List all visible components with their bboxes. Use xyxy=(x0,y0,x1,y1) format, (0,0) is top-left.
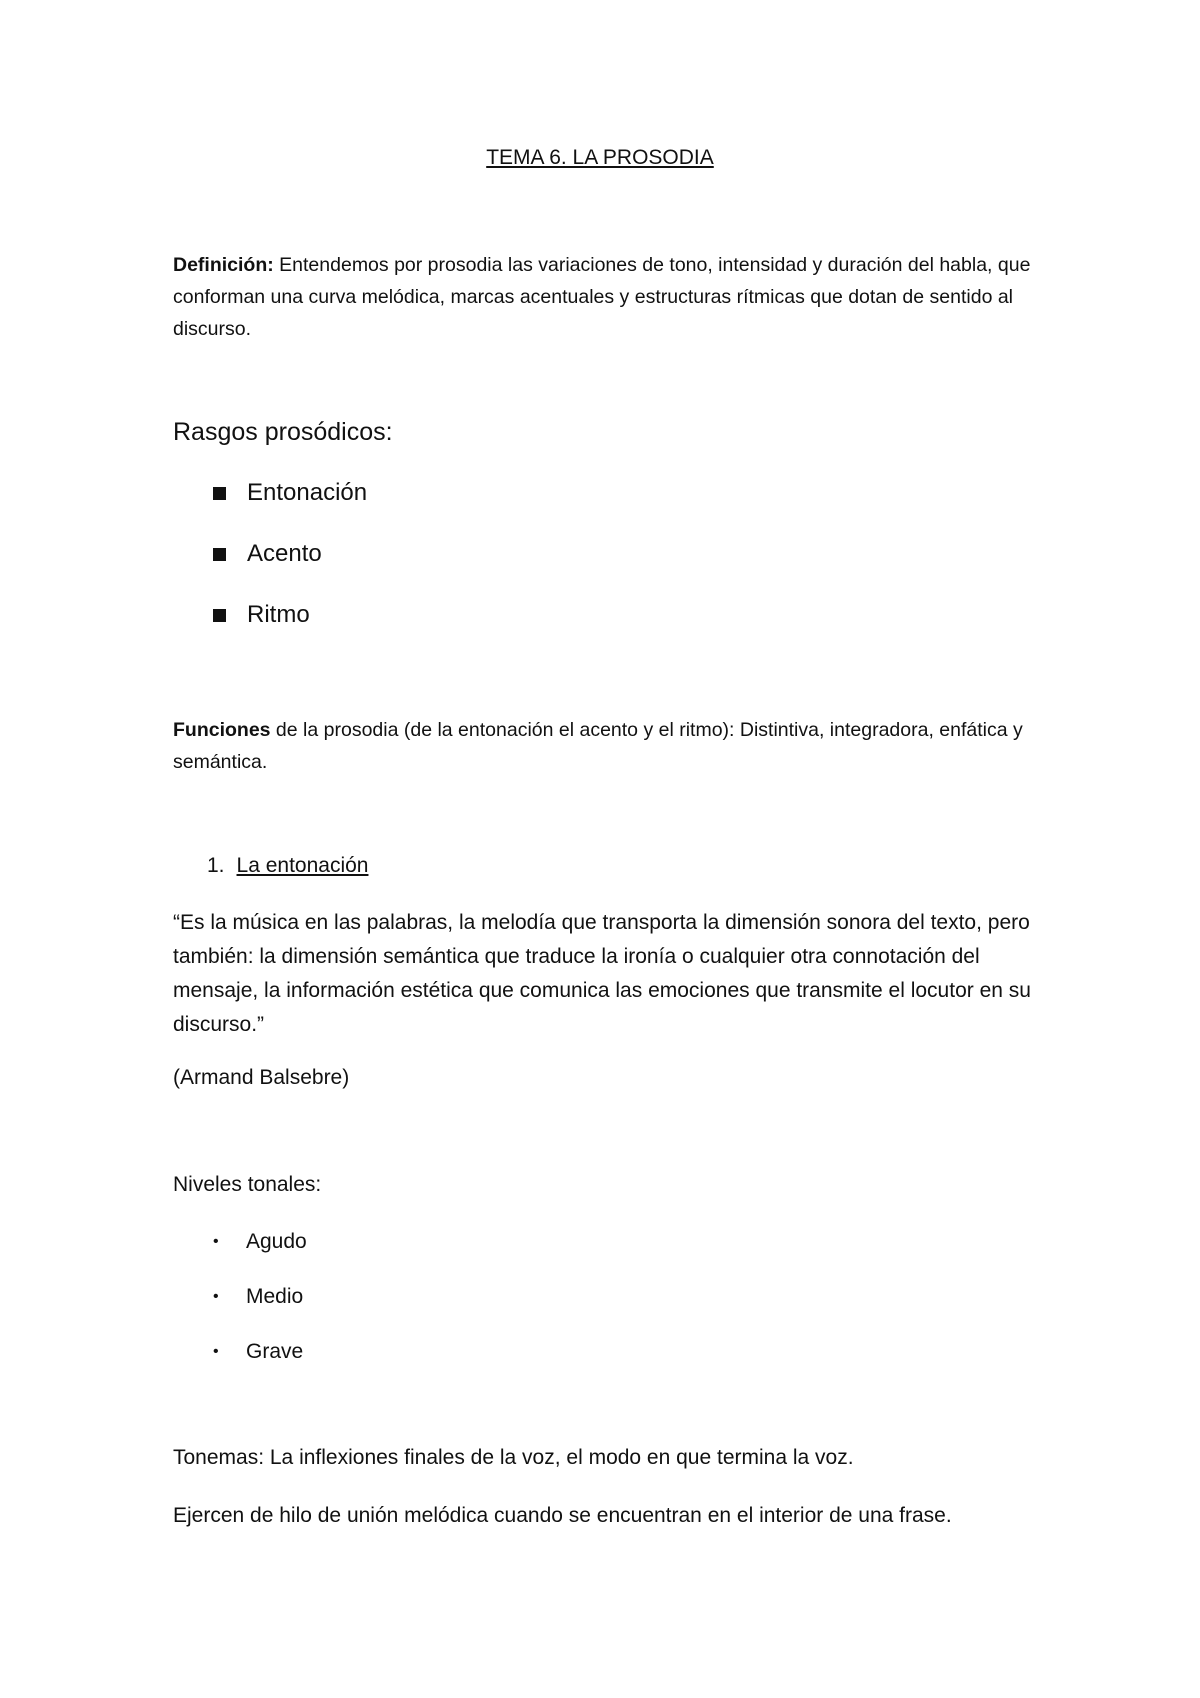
list-item xyxy=(173,1338,307,1393)
ejercen-paragraph: Ejercen de hilo de unión melódica cuando se encuentran en el interior de una frase. xyxy=(173,1504,952,1527)
tonemas-paragraph: Tonemas: La inflexiones finales de la voz, el modo en que termina la voz. xyxy=(173,1446,854,1469)
nivel-label: Agudo xyxy=(246,1230,307,1253)
square-bullet-icon xyxy=(213,487,226,500)
definition-label: Definición: xyxy=(173,254,274,276)
nivel-label: Medio xyxy=(246,1285,304,1308)
quote-author: (Armand Balsebre) xyxy=(173,1066,350,1089)
rasgos-heading: Rasgos prosódicos: xyxy=(173,418,393,446)
funciones-paragraph xyxy=(173,714,1043,778)
list-item xyxy=(173,1283,307,1338)
rasgo-label: Ritmo xyxy=(247,601,310,628)
list-item xyxy=(173,1228,307,1283)
square-bullet-icon xyxy=(213,548,226,561)
square-bullet-icon xyxy=(213,609,226,622)
list-item xyxy=(173,539,367,600)
funciones-text: de la prosodia (de la entonación el acento y el ritmo): Distintiva, integradora, enfática y semántica. xyxy=(173,719,1023,773)
list-item xyxy=(173,600,367,661)
rasgos-list xyxy=(173,478,367,661)
definition-paragraph xyxy=(173,249,1043,345)
section-label: La entonación xyxy=(236,854,369,877)
definition-text: Entendemos por prosodia las variaciones de tono, intensidad y duración del habla, que conforman una curva melódica, marcas acentuales y estructuras rítmicas que dotan de sentido al discurso. xyxy=(173,254,1031,340)
nivel-label: Grave xyxy=(246,1340,304,1363)
list-item xyxy=(173,478,367,539)
quote-paragraph: “Es la música en las palabras, la melodía que transporta la dimensión sonora del texto, pero también: la dimensión semántica que traduce la ironía o cualquier otra connotación del mensaje, la información estética que comunica las emociones que transmite el locutor en su discurso.” xyxy=(173,911,1031,1036)
rasgo-label: Entonación xyxy=(247,479,368,506)
rasgo-label: Acento xyxy=(247,540,322,567)
niveles-list xyxy=(173,1228,307,1393)
niveles-heading: Niveles tonales: xyxy=(173,1173,322,1196)
bullet-dot-icon: • xyxy=(213,1233,219,1250)
bullet-dot-icon: • xyxy=(213,1343,219,1360)
section-number: 1. xyxy=(207,854,225,877)
funciones-label: Funciones xyxy=(173,719,271,741)
bullet-dot-icon: • xyxy=(213,1288,219,1305)
document-title: TEMA 6. LA PROSODIA xyxy=(486,146,714,169)
section-heading xyxy=(207,854,368,878)
